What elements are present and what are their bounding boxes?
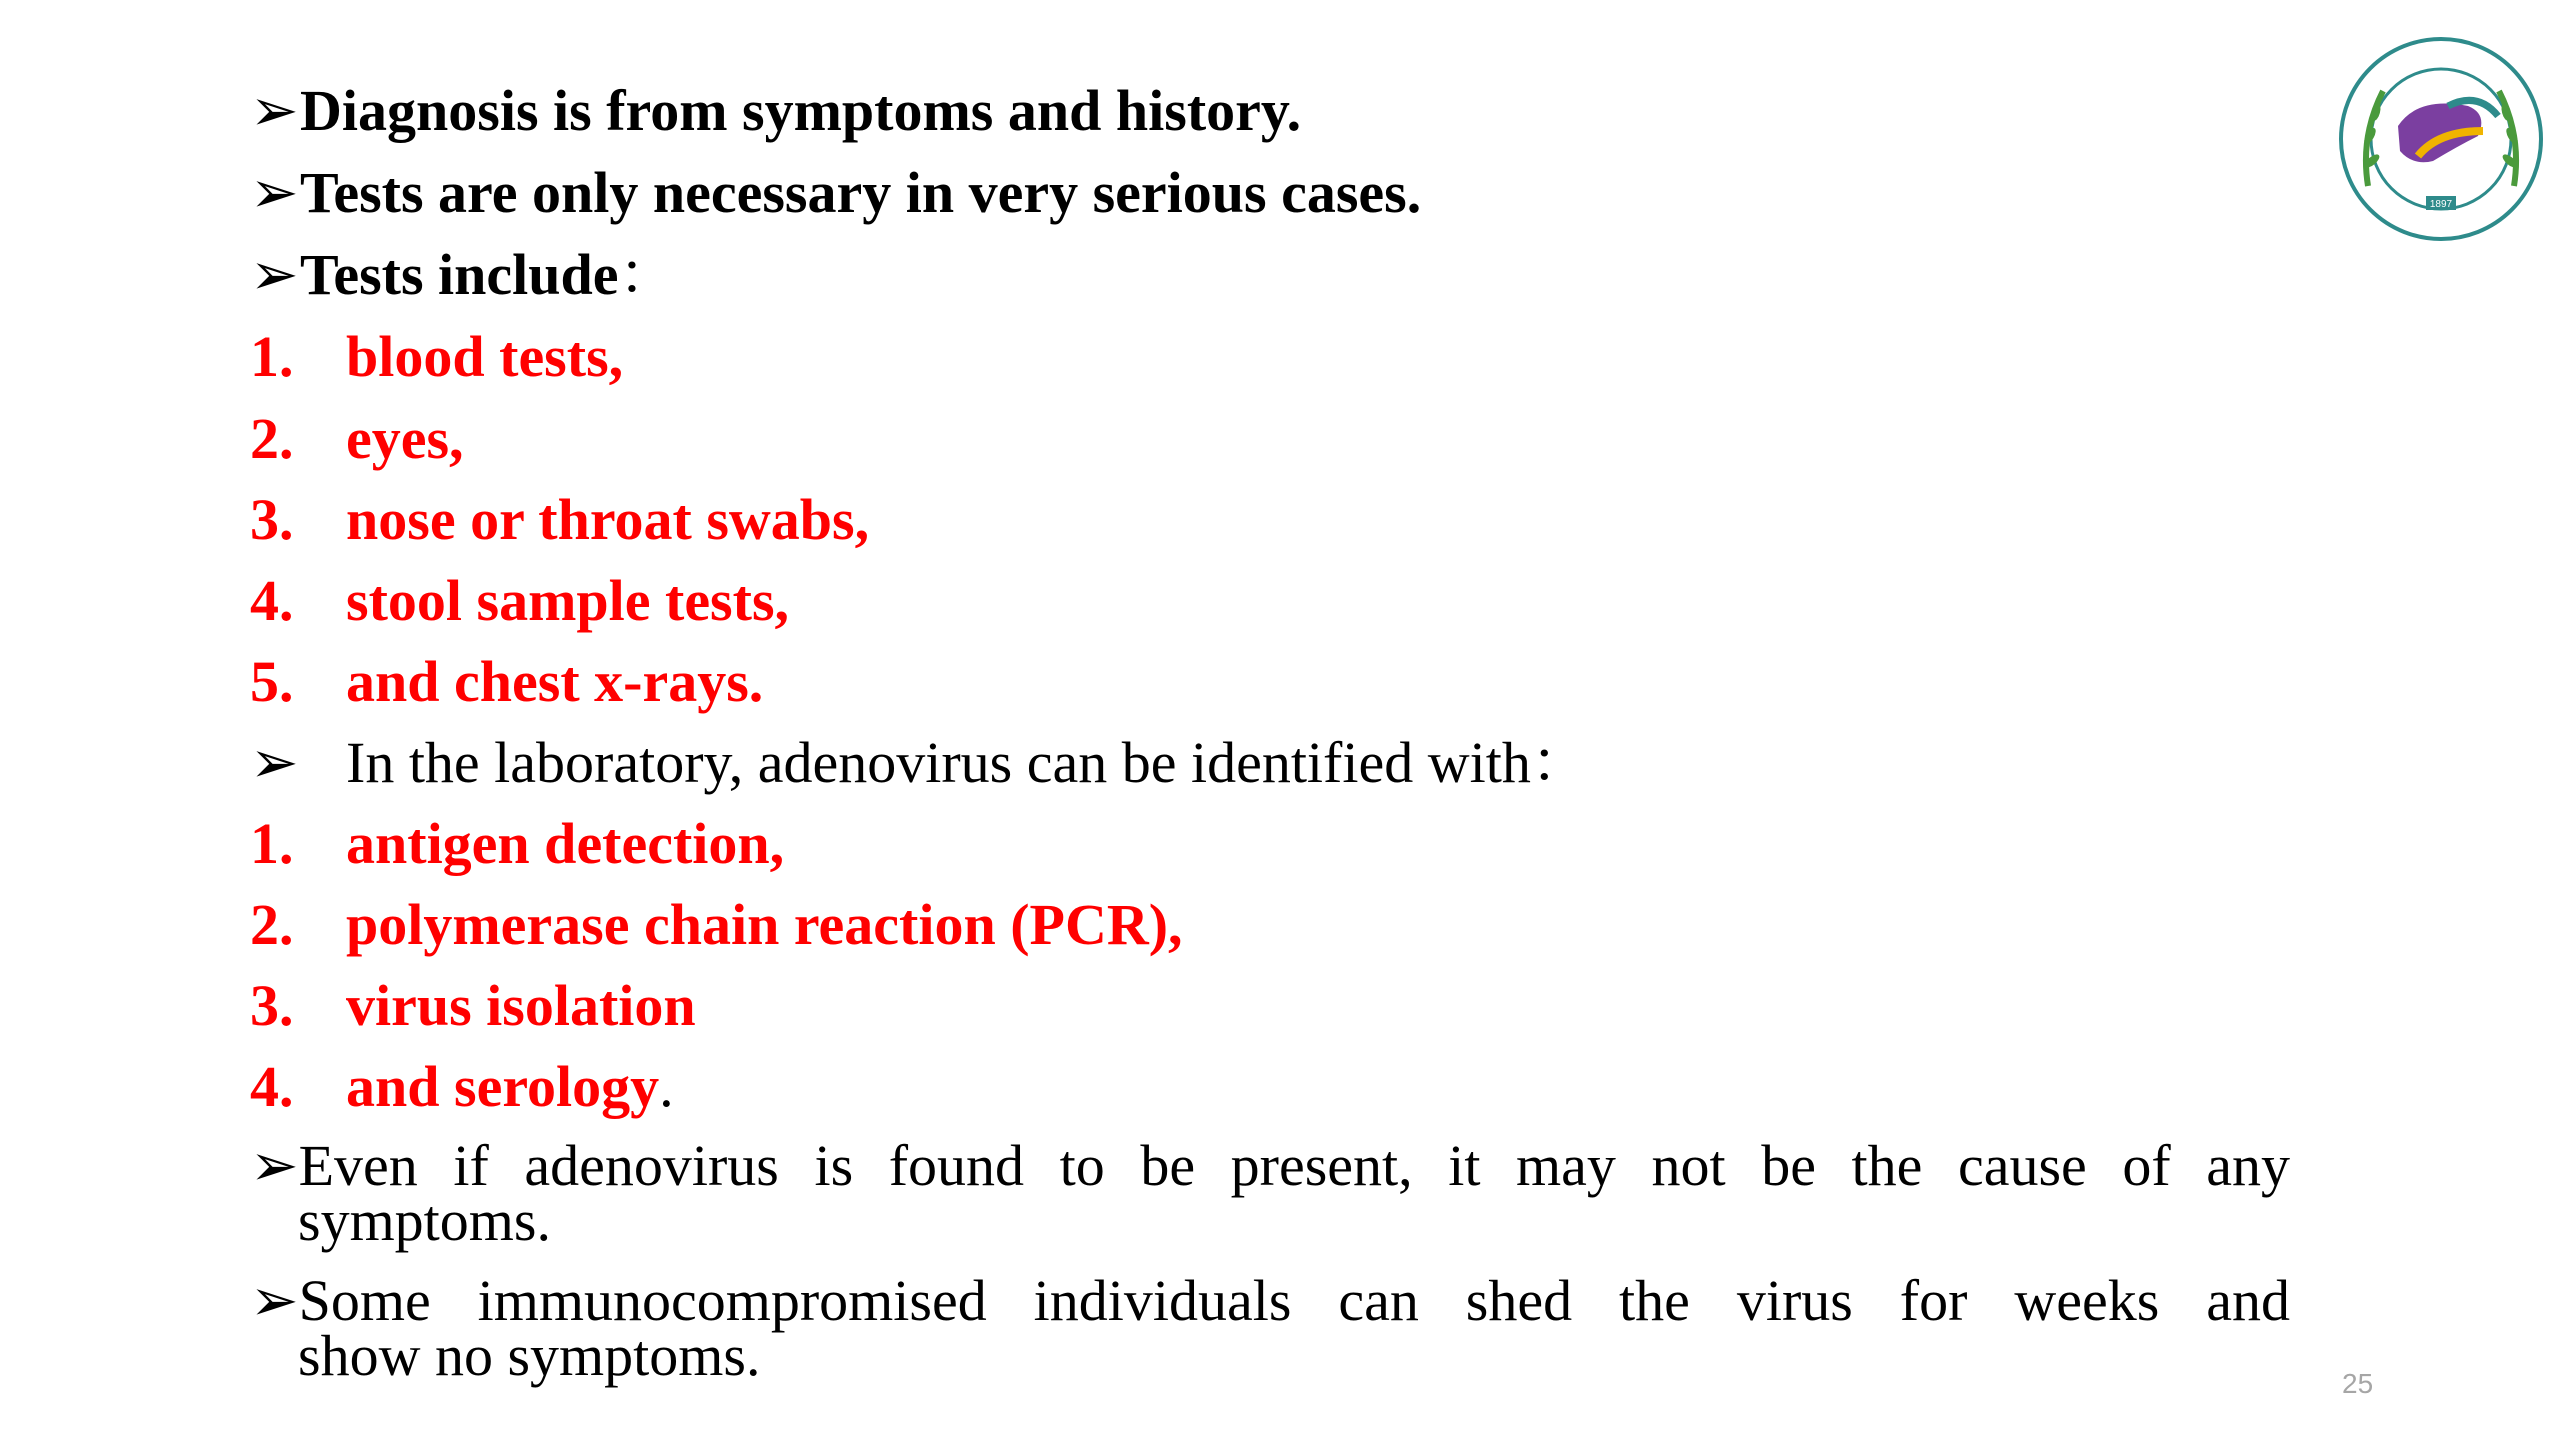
bullet-text: In the laboratory, adenovirus can be identified with [346,730,1531,795]
item-number: 2. [250,892,294,957]
item-suffix: . [659,1054,674,1119]
arrow-bullet-icon: ➢ [250,78,299,143]
paragraph-line [250,1268,2290,1333]
item-number: 1. [250,811,294,876]
item-text [346,1054,674,1119]
item-number: 5. [250,649,294,714]
bullet-suffix: ： [1530,730,1589,795]
item-text: eyes, [346,406,464,471]
university-seal-logo [2338,36,2544,242]
test-item [0,568,2560,633]
seal-year: 1897 [2429,199,2453,210]
item-main-text: and serology [346,1054,660,1119]
item-number: 4. [250,1054,294,1119]
bullet-diagnosis [250,78,1302,143]
bullet-text: Diagnosis is from symptoms and history. [300,78,1302,143]
item-text: and chest x-rays. [346,649,764,714]
bullet-suffix: ： [618,242,677,307]
lab-method-item [0,892,2560,957]
bullet-tests-include [250,242,677,307]
paragraph-line: show no symptoms. [298,1323,761,1388]
test-item [0,324,2560,389]
paragraph-line [250,1133,2290,1198]
lab-method-item [0,973,2560,1038]
arrow-bullet-icon: ➢ [250,242,299,307]
item-number: 1. [250,324,294,389]
bullet-text: Tests include [300,242,619,307]
test-item [0,649,2560,714]
item-text: stool sample tests, [346,568,790,633]
paragraph-adenovirus-present [250,1133,2290,1253]
lab-method-item [0,1054,2560,1119]
item-number: 3. [250,487,294,552]
item-number: 3. [250,973,294,1038]
seal-icon [2338,36,2544,242]
test-item [0,487,2560,552]
lab-method-item [0,811,2560,876]
arrow-bullet-icon: ➢ [250,1133,299,1198]
item-number: 2. [250,406,294,471]
item-text: blood tests, [346,324,624,389]
item-number: 4. [250,568,294,633]
page-number: 25 [2342,1368,2374,1399]
item-text: polymerase chain reaction (PCR), [346,892,1183,957]
paragraph-line-text: Some immunocompromised individuals can shed the virus for weeks and [298,1268,2290,1333]
arrow-bullet-icon: ➢ [250,730,299,795]
arrow-bullet-icon: ➢ [250,1268,299,1333]
arrow-bullet-icon: ➢ [250,160,299,225]
item-text: antigen detection, [346,811,785,876]
paragraph-line: symptoms. [298,1188,551,1253]
item-text: virus isolation [346,973,696,1038]
bullet-tests-necessary [250,160,1422,225]
paragraph-immunocompromised [250,1268,2290,1388]
paragraph-line-text: Even if adenovirus is found to be present, it may not be the cause of any [298,1133,2290,1198]
bullet-laboratory [250,730,1589,795]
bullet-text: Tests are only necessary in very serious cases. [300,160,1422,225]
test-item [0,406,2560,471]
item-text: nose or throat swabs, [346,487,870,552]
